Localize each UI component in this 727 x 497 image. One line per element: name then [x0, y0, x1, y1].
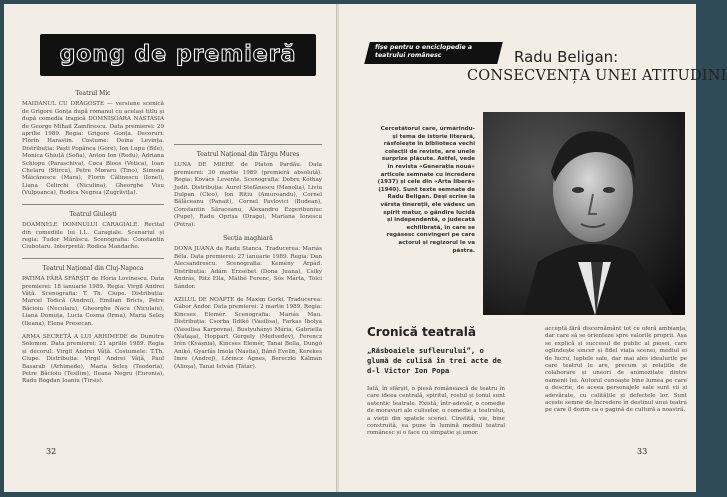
page-number-left: 32 — [46, 447, 57, 456]
article-headline: CONSECVENȚA UNEI ATITUDINI — [467, 68, 727, 84]
review-maidanul: MAIDANUL CU DRAGOSTE — versiune scenică de Grigore Gonța după romanul cu același titlu și după comedia tragică DOMNIȘOARA NASTASIA de George Mihail Zamfirescu. Data premierei: 29 aprilie 1989. Regia: Grigore Gonța. Decoruri: Florin Harastin. Costume: Doina Levința. Distribuția: Paști Popânca (Gore), Ion Lupu (Bile), Monica Ghiuță (Sofia), Anton Ion (Redu), Adriana Schiopu (Paraschiva), Coca Bloos (Vetica), Ioan Chelaru (Stircu), Petre Moraru (Tino), Simona Măicănescu (Mara), Florin Călinescu (Ionel), Liana Celirchi (Niculina), Gheorghe Visu (Vulpoanca), Rodica Negrea (Zugrăvița). — [22, 101, 164, 197]
chronicle-column-2: acceptă fără discernământ tot ce oferă ambianța, dar care să se orienteze spre valorile proprii. Așa se explică și succesul de public al piesei, care oglindește sincer și fidel viața scenei, mediul ei de lucru, luptele sale, dar mai ales idealurile pe care teatrul le are, precum și relațiile de colaborare și uneori de animozitate dintre oamenii lui. Autorul cunoaște bine lumea pe care o descrie, de aceea personajele sale sunt vii și adevărate, cu calitățile și defectele lor. Sunt aceste semne de încredere în destinul unui teatru pe care îl dorim ca o pagină de cultură a noastră. — [545, 326, 687, 414]
premiere-header-banner — [40, 34, 316, 76]
review-azilul: AZILUL DE NOAPTE de Maxim Gorki. Traducerea: Gábor Andor. Data premierei: 2 martie 1989. Regia: Kincses Elemér. Scenografia: Mariás Mau. Distribuția: Csorba Ildikó (Vasilisa), Farkas Ibolya (Vassilisa Karpovna), Bustyuhányi Mária, Gabriella (Nataşa), Hoppart Gergely (Medvedev), Ferencz Irén (Kvașnia), Kincses Elemér, Tanai Bella, Dungó Anikó, Gyarfás Imola (Nastia), Bánó Evelin, Kerekes Imre (Andrej), Lőrincz Ágnes, Bereczki Kálmán (Alioșa), Tanai István (Tatar). — [174, 296, 322, 370]
divider-rule — [22, 204, 164, 205]
left-column-2 — [174, 84, 322, 464]
portrait-photo-drawing — [483, 112, 685, 315]
divider-rule — [174, 144, 322, 145]
article-author: Radu Beligan: — [514, 48, 619, 66]
review-doamnele: DOAMNELE DOMNULUI CARAGIALE. Recital din comediile lui I.L. Caragiale. Scenariul și regia: Tudor Mărăscu. Scenografia: Constantin Ciubotaru. Interpretă: Rodica Mandache. — [22, 222, 164, 251]
review-arma-secreta: ARMA SECRETĂ A LUI ARHIMEDE de Dumitru Solomon. Data premierei: 21 aprilie 1989. Regia și decorul: Virgil Andrei Vâță. Costumele: T.Th. Ciupe. Distribuția: Virgil Andrei Vâță, Paul Basarab (Arhimede), Maria Seleș (Teodoria), Petre Băcioiu (Tesilim), Ileana Negru (Euronia), Radu Bogdan Ioaniu (Tirsis). — [22, 333, 164, 385]
left-column-1 — [22, 84, 164, 464]
review-patima: PATIMA FĂRĂ SFÂRȘIT de Horia Lovinescu. Data premierei: 18 ianuarie 1989. Regia: Virgil Andrei Vâță. Scenografia: T. Th. Ciupe. Distribuția: Marcel Todică (Andrei), Emilian Bricis, Petre Băcioiu (Neculaiu), Gheorghe Nacu (Niculaiu), Liana Domuța, Lucia Cosma (Irma), Maria Seleș (Ileana), Elena Presecan. — [22, 276, 164, 327]
intro-text: Cercetătorul care, urmărindu-și tema de istorie literară, răsfoiește în biblioteca vechi colecții de reviste, are unele surprize plăcute. Astfel, vede în revista «Generația nouă» articole semnate cu încredere (1937) și cele din «Arta liberă» (1940). Sunt texte semnate de Radu Beligan. Deși scrise la vârsta tinereții, ele vădesc un spirit matur, o gândire lucidă și independentă, o judecată echilibrată, în care se regăsesc convingeri pe care actorul și regizorul le va păstra. — [377, 126, 475, 254]
play-heading: „Răsboaiele sufleurului”, o glumă de culisă în trei acte de d-l Victor Ion Popa — [367, 346, 502, 375]
section-teatrul-giulesti: Teatrul Giulești — [69, 210, 117, 218]
chronicle-column-1: Iată, în sfârșit, o piesă românească de teatru în care ideea centrală, spiritul, rostul și tonul sunt autentic teatrale. Există, într-adevăr, o comedie de moravuri ale culiselor, o comedie a teatrului, a vieții din spatele scenei. Cinstită, vie, bine construită, ea pune în lumină mediul teatral românesc și o face cu simpatie și umor. — [367, 386, 505, 437]
section-maghiara: Secția maghiară — [223, 235, 273, 243]
encyclopedia-banner-text: fișe pentru o enciclopedie a teatrului românesc — [375, 44, 473, 59]
premiere-header-title: gong de premieră — [59, 42, 297, 67]
portrait-photo — [483, 112, 685, 315]
section-cluj-napoca: Teatrul Național din Cluj-Napoca — [42, 264, 144, 272]
chronicle-heading: Cronică teatrală — [367, 325, 476, 339]
divider-rule — [22, 258, 164, 259]
review-luna-de-miere: LUNA DE MIERE de Platon Pardău. Data premierei: 30 martie 1989 (premieră absolută). Regia: Kovács Levente. Scenografia: Dobre Kóthay Judit. Distribuția: Aurel Ștefănescu (Manolia), Liviu Dulpan (Cleo), Ion Ritiu (Amuroandu), Cornel Bălăceanu (Panait), Cornel Pavlovici (Budean), Constantin Săraceanu, Alexandru Ezgeribuniuc (Pupe), Radu Oprișa (Drago), Mariana Ionescu (Petra). — [174, 162, 322, 228]
review-dona-juana: DONA JUANA de Radu Stanca. Traducerea: Mariás Béla. Data premierei: 27 ianuarie 1989. Regia: Dan Alecsandrescu. Scenografia: Kemény Árpád. Distribuția: Adám Erzsébet (Dona Juana), Csiky András, Ritz Ella, Máthé Ferenc, Sós Márta, Tolci Sándor. — [174, 246, 322, 290]
page-number-right: 33 — [637, 447, 648, 456]
right-page — [339, 4, 727, 492]
left-page — [4, 4, 337, 492]
section-targu-mures: Teatrul Național din Târgu Mureș — [196, 151, 300, 158]
section-teatrul-mic: Teatrul Mic — [75, 90, 111, 97]
